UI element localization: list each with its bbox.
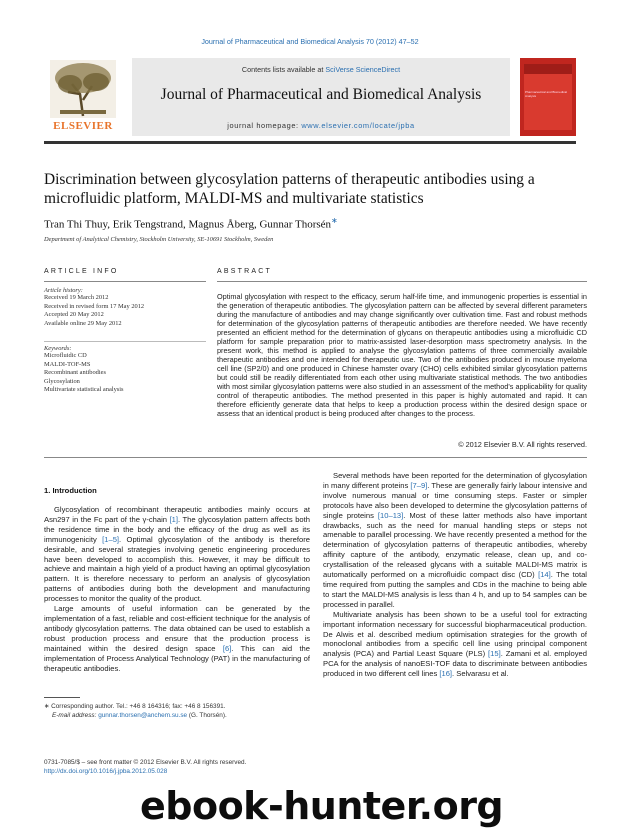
- abstract-text: Optimal glycosylation with respect to the efficacy, serum half-life time, and immunogenic properties is essential in the generation of therapeutic antibodies. The glycosylation pattern can be affected by several different parameters during the manufacture of antibodies and may change significantly over cultivation time. Fast and robust methods for determination of the glycosylation patterns of therapeutic antibodies are therefore needed. We have recently presented an efficient method for the determination of glycans on therapeutic antibodies using a microfluidic CD platform for sample preparation prior to matrix-assisted laser-desorption mass spectrometry analysis. In the present work, this method is applied to analyse the glycosylation patterns of three commercially available therapeutic antibodies and one intended for therapeutic use. Two of the antibodies produced in mouse myeloma cell line (SP2/0) and one produced in Chinese hamster ovary (CHO) cells exhibited similar glycosylation patterns but could still be readily differentiated from each other using multivariate statistical methods. The two antibodies with most similar glycosylation patterns were also studied in an assessment of the method's applicability for quality control of therapeutic antibodies. The method presented in this paper is highly automated and rapid. It can therefore efficiently generate data that helps to keep a production process within the desired design space or assess that an identical product is being produced after changes to the process.: [217, 292, 587, 418]
- text-run: . Selvarasu et al.: [452, 669, 509, 679]
- author-list: [44, 216, 576, 231]
- elsevier-tree-icon: [50, 60, 116, 118]
- copyright-line: © 2012 Elsevier B.V. All rights reserved.: [458, 440, 587, 449]
- history-online: Available online 29 May 2012: [44, 319, 122, 327]
- homepage-link[interactable]: www.elsevier.com/locate/jpba: [301, 121, 415, 130]
- history-accepted: Accepted 20 May 2012: [44, 311, 104, 319]
- issn-block: [44, 758, 344, 776]
- contents-prefix: Contents lists available at: [241, 65, 326, 74]
- citation-link[interactable]: [1–5]: [102, 534, 120, 544]
- keyword-item: Recombinant antibodies: [44, 369, 106, 377]
- email-label: E-mail address:: [52, 712, 97, 719]
- footnote-rule: [44, 697, 80, 698]
- journal-homepage: [132, 121, 510, 130]
- text-run: . The glycosylation pattern affects both the residence time in the body and the efficacy of the drug as well as its immunogenicity: [44, 514, 310, 544]
- text-run: Multivariate analysis has been shown to be a useful tool for extracting important information necessary for successful biopharmaceutical production. De Alwis et al. described medium optimisation strategies for the growth of monoclonal antibodies from a specific cell line using principal component analysis (PCA) and Partial Least Square (PLS): [323, 609, 587, 659]
- intro-left-column: [44, 505, 310, 673]
- text-run: . This can aid the implementation of Process Analytical Technology (PAT) in the manufacturing of therapeutic antibodies.: [44, 643, 310, 673]
- issn-line: 0731-7085/$ – see front matter © 2012 Elsevier B.V. All rights reserved.: [44, 759, 247, 766]
- keyword-item: Microfluidic CD: [44, 352, 87, 359]
- keywords-block: [44, 345, 206, 395]
- article-info-header: ARTICLE INFO: [44, 268, 119, 275]
- citation-link[interactable]: [1]: [169, 514, 179, 524]
- journal-cover-strip: [524, 64, 572, 74]
- article-title: Discrimination between glycosylation patterns of therapeutic antibodies using a microfluidic platform, MALDI-MS and multivariate statistics: [44, 171, 535, 207]
- keywords-rule: [44, 341, 206, 342]
- keywords-label: Keywords:: [44, 345, 72, 352]
- publisher-name: ELSEVIER: [53, 120, 113, 132]
- text-run: Large amounts of useful information can be generated by the implementation of a fast, reliable and cost-efficient technique for the analysis of antibody glycosylation patterns. The data obtained can be used to establish a robust production process and ensure that the production process is maintained within the desired design space: [44, 604, 310, 653]
- section-heading-introduction: 1. Introduction: [44, 486, 97, 495]
- contents-line: [132, 65, 510, 74]
- citation-link[interactable]: [10–13]: [377, 510, 404, 520]
- text-run: . The total time required from putting the samples and CDs in the machine to being able to start the MALDI-MS analysis is less than 4 h, and up to 54 samples can be processed in parallel.: [323, 570, 587, 609]
- journal-cover-text: Pharmaceutical and Biomedical Analysis: [525, 90, 568, 98]
- citation-link[interactable]: [16]: [439, 669, 453, 679]
- citation-link[interactable]: [14]: [538, 570, 551, 580]
- text-run: . These are generally fairly labour intensive and involve numerous manual or time consuming steps. Faster or simpler protocols have also been developed to determine the glycosylation patterns of single proteins: [323, 480, 587, 520]
- article-history: [44, 287, 206, 328]
- text-run: . Zamani et al. employed PCA for the analysis of nanoESI-TOF data to discriminate between antibodies produced in two different cell lines: [323, 649, 588, 679]
- text-run: Several methods have been reported for the determination of glycosylation in many different proteins: [323, 471, 587, 490]
- corresponding-author-text: Corresponding author. Tel.: +46 8 164316; fax: +46 8 156391.: [51, 703, 226, 710]
- affiliation: Department of Analytical Chemistry, Stockholm University, SE-10691 Stockholm, Sweden: [44, 236, 274, 243]
- sciverse-link[interactable]: SciVerse ScienceDirect: [325, 65, 401, 74]
- corresponding-author-mark[interactable]: ∗: [331, 216, 338, 225]
- abstract-rule: [217, 281, 587, 282]
- citation-link[interactable]: [6]: [222, 643, 232, 653]
- intro-right-column: [323, 471, 587, 679]
- journal-title: Journal of Pharmaceutical and Biomedical Analysis: [160, 86, 482, 103]
- footnote-mark: ∗: [44, 703, 50, 710]
- corresponding-author-note: [44, 702, 324, 711]
- intro-paragraph-3: [323, 471, 587, 610]
- keyword-item: MALDI-TOF-MS: [44, 360, 91, 368]
- intro-paragraph-4: [323, 610, 587, 679]
- journal-reference[interactable]: Journal of Pharmaceutical and Biomedical Analysis 70 (2012) 47–52: [201, 37, 419, 46]
- history-label: Article history:: [44, 287, 83, 294]
- keyword-item: Multivariate statistical analysis: [44, 386, 124, 394]
- doi-link[interactable]: http://dx.doi.org/10.1016/j.jpba.2012.05.028: [44, 768, 168, 775]
- keyword-item: Glycosylation: [44, 377, 80, 385]
- text-run: . Optimal glycosylation of the antibody is therefore desirable, and several strategies involving genetic engineering procedures have been developed to accomplish this. However, it may be difficult to achieve and maintain a high yield of a product having an optimal glycosylation pattern. It is therefore necessary to perform an analysis of glycosylation patterns of antibodies during both the development and manufacturing processes to monitor the quality of the product.: [44, 534, 310, 604]
- abstract-header: ABSTRACT: [217, 268, 272, 275]
- history-revised: Received in revised form 17 May 2012: [44, 302, 145, 310]
- author-names: Tran Thi Thuy, Erik Tengstrand, Magnus Åberg, Gunnar Thorsén: [44, 218, 332, 231]
- watermark: ebook-hunter.org: [140, 784, 504, 828]
- abstract-bottom-rule: [44, 457, 587, 458]
- footnote: [44, 702, 324, 720]
- email-suffix: (G. Thorsén).: [187, 712, 227, 719]
- intro-paragraph-1: [44, 505, 310, 604]
- email-line: [44, 711, 324, 720]
- citation-link[interactable]: [15]: [488, 649, 501, 659]
- history-received: Received 19 March 2012: [44, 294, 109, 301]
- text-run: Glycosylation of recombinant therapeutic antibodies mainly occurs at Asn297 in the Fc part of the γ-chain: [44, 505, 310, 524]
- intro-paragraph-2: [44, 604, 310, 673]
- article-info-rule: [44, 281, 206, 282]
- homepage-prefix: journal homepage:: [227, 121, 302, 130]
- email-link[interactable]: gunnar.thorsen@anchem.su.se: [98, 712, 188, 719]
- citation-link[interactable]: [7–9]: [410, 480, 428, 490]
- banner-rule: [44, 141, 576, 144]
- text-run: . Most of these latter methods also have important drawbacks, such as the need for manual handling steps or steps not amenable to parallel processing. We have recently presented a method for the determination of glycosylation patterns of therapeutic antibodies, whereby affinity capture of the antibody, enzymatic release, clean up, and co-crystallisation of the released glycans with a suitable MALDI-MS matrix is automatically performed on a microfluidic compact disc (CD): [323, 510, 588, 580]
